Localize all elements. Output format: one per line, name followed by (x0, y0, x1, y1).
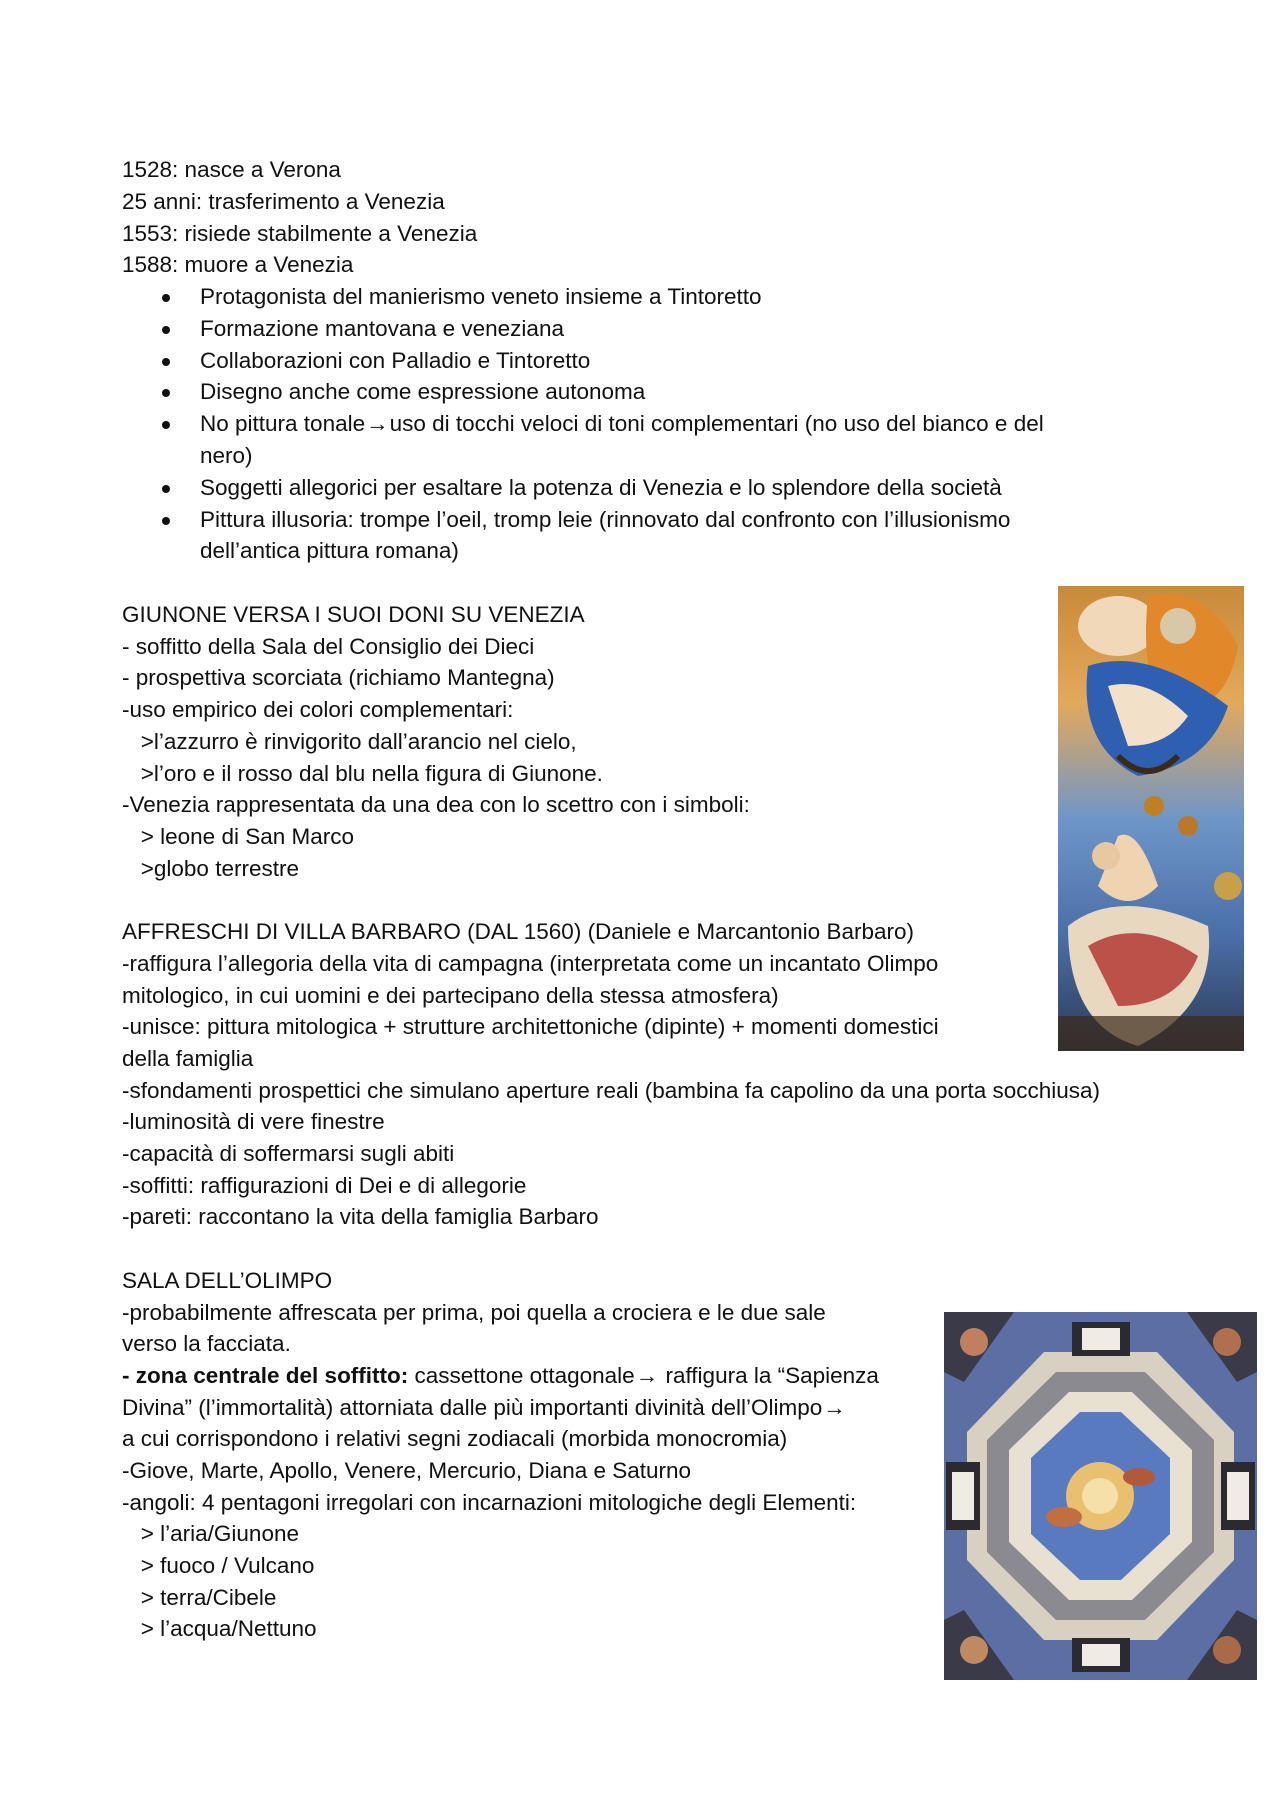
bio-line-3: 1553: risiede stabilmente a Venezia (122, 221, 478, 246)
bullet-dot (162, 389, 170, 397)
text-line: -capacità di soffermarsi sugli abiti (122, 1141, 455, 1166)
section-title-barbaro: AFFRESCHI DI VILLA BARBARO (DAL 1560) (Daniele e Marcantonio Barbaro) (122, 919, 914, 944)
text-span: Divina” (l’immortalità) attorniata dalle più importanti divinità dell’Olimpo (122, 1395, 823, 1420)
text-line: -probabilmente affrescata per prima, poi quella a crociera e le due sale (122, 1300, 826, 1325)
bio-line-1: 1528: nasce a Verona (122, 157, 341, 182)
text-line: >globo terrestre (122, 856, 299, 881)
list-item-text: uso di tocchi veloci di toni complementari (no uso del bianco e del (389, 411, 1044, 436)
list-item: Pittura illusoria: trompe l’oeil, tromp leie (rinnovato dal confronto con l’illusionismo (200, 507, 1011, 532)
arrow-right-icon: → (366, 411, 389, 436)
text-line: > l’acqua/Nettuno (122, 1616, 317, 1641)
text-line: -uso empirico dei colori complementari: (122, 697, 514, 722)
bullet-dot (162, 294, 170, 302)
arrow-right-icon: → (823, 1395, 846, 1420)
text-line: > leone di San Marco (122, 824, 355, 849)
text-line: -soffitti: raffigurazioni di Dei e di allegorie (122, 1173, 527, 1198)
list-item (200, 408, 1044, 440)
list-item-text: No pittura tonale (200, 411, 366, 436)
bullet-dot (162, 517, 170, 525)
bold-label: - zona centrale del soffitto: (122, 1363, 409, 1388)
olimpo-ceiling-image (944, 1312, 1257, 1680)
bullet-dot (162, 326, 170, 334)
text-line: mitologico, in cui uomini e dei partecipano della stessa atmosfera) (122, 983, 779, 1008)
text-line: -sfondamenti prospettici che simulano aperture reali (bambina fa capolino da una porta socchiusa) (122, 1078, 1101, 1103)
text-line: verso la facciata. (122, 1331, 291, 1356)
list-item-continued: dell’antica pittura romana) (200, 538, 459, 563)
text-line: > fuoco / Vulcano (122, 1553, 315, 1578)
text-line: a cui corrispondono i relativi segni zodiacali (morbida monocromia) (122, 1426, 788, 1451)
text-line: - soffitto della Sala del Consiglio dei Dieci (122, 634, 535, 659)
text-line: della famiglia (122, 1046, 254, 1071)
text-span: cassettone ottagonale (408, 1363, 635, 1388)
bullet-dot (162, 485, 170, 493)
section-title-giunone: GIUNONE VERSA I SUOI DONI SU VENEZIA (122, 602, 585, 627)
text-line: -pareti: raccontano la vita della famiglia Barbaro (122, 1204, 599, 1229)
bio-line-2: 25 anni: trasferimento a Venezia (122, 189, 445, 214)
list-item: Disegno anche come espressione autonoma (200, 379, 646, 404)
text-line: -Venezia rappresentata da una dea con lo scettro con i simboli: (122, 792, 750, 817)
text-line: >l’azzurro è rinvigorito dall’arancio nel cielo, (122, 729, 577, 754)
list-item: Soggetti allegorici per esaltare la potenza di Venezia e lo splendore della società (200, 475, 1002, 500)
text-span: raffigura la “Sapienza (659, 1363, 879, 1388)
text-line: - prospettiva scorciata (richiamo Mantegna) (122, 665, 555, 690)
text-line: -unisce: pittura mitologica + strutture architettoniche (dipinte) + momenti domestici (122, 1014, 939, 1039)
text-line (122, 1392, 847, 1424)
text-line: > terra/Cibele (122, 1585, 277, 1610)
text-line: >l’oro e il rosso dal blu nella figura di Giunone. (122, 761, 603, 786)
bullet-dot (162, 421, 170, 429)
bio-line-4: 1588: muore a Venezia (122, 252, 354, 277)
list-item: Protagonista del manierismo veneto insieme a Tintoretto (200, 284, 762, 309)
text-line: -raffigura l’allegoria della vita di campagna (interpretata come un incantato Olimpo (122, 951, 939, 976)
text-line (122, 1360, 879, 1392)
giunone-painting-image (1058, 586, 1244, 1051)
list-item-continued: nero) (200, 443, 253, 468)
text-line: > l’aria/Giunone (122, 1521, 299, 1546)
list-item: Formazione mantovana e veneziana (200, 316, 564, 341)
section-title-olimpo: SALA DELL’OLIMPO (122, 1268, 333, 1293)
bullet-dot (162, 358, 170, 366)
text-line: -Giove, Marte, Apollo, Venere, Mercurio, Diana e Saturno (122, 1458, 692, 1483)
list-item: Collaborazioni con Palladio e Tintoretto (200, 348, 591, 373)
text-line: -luminosità di vere finestre (122, 1109, 385, 1134)
arrow-right-icon: → (635, 1363, 659, 1388)
text-line: -angoli: 4 pentagoni irregolari con incarnazioni mitologiche degli Elementi: (122, 1490, 857, 1515)
